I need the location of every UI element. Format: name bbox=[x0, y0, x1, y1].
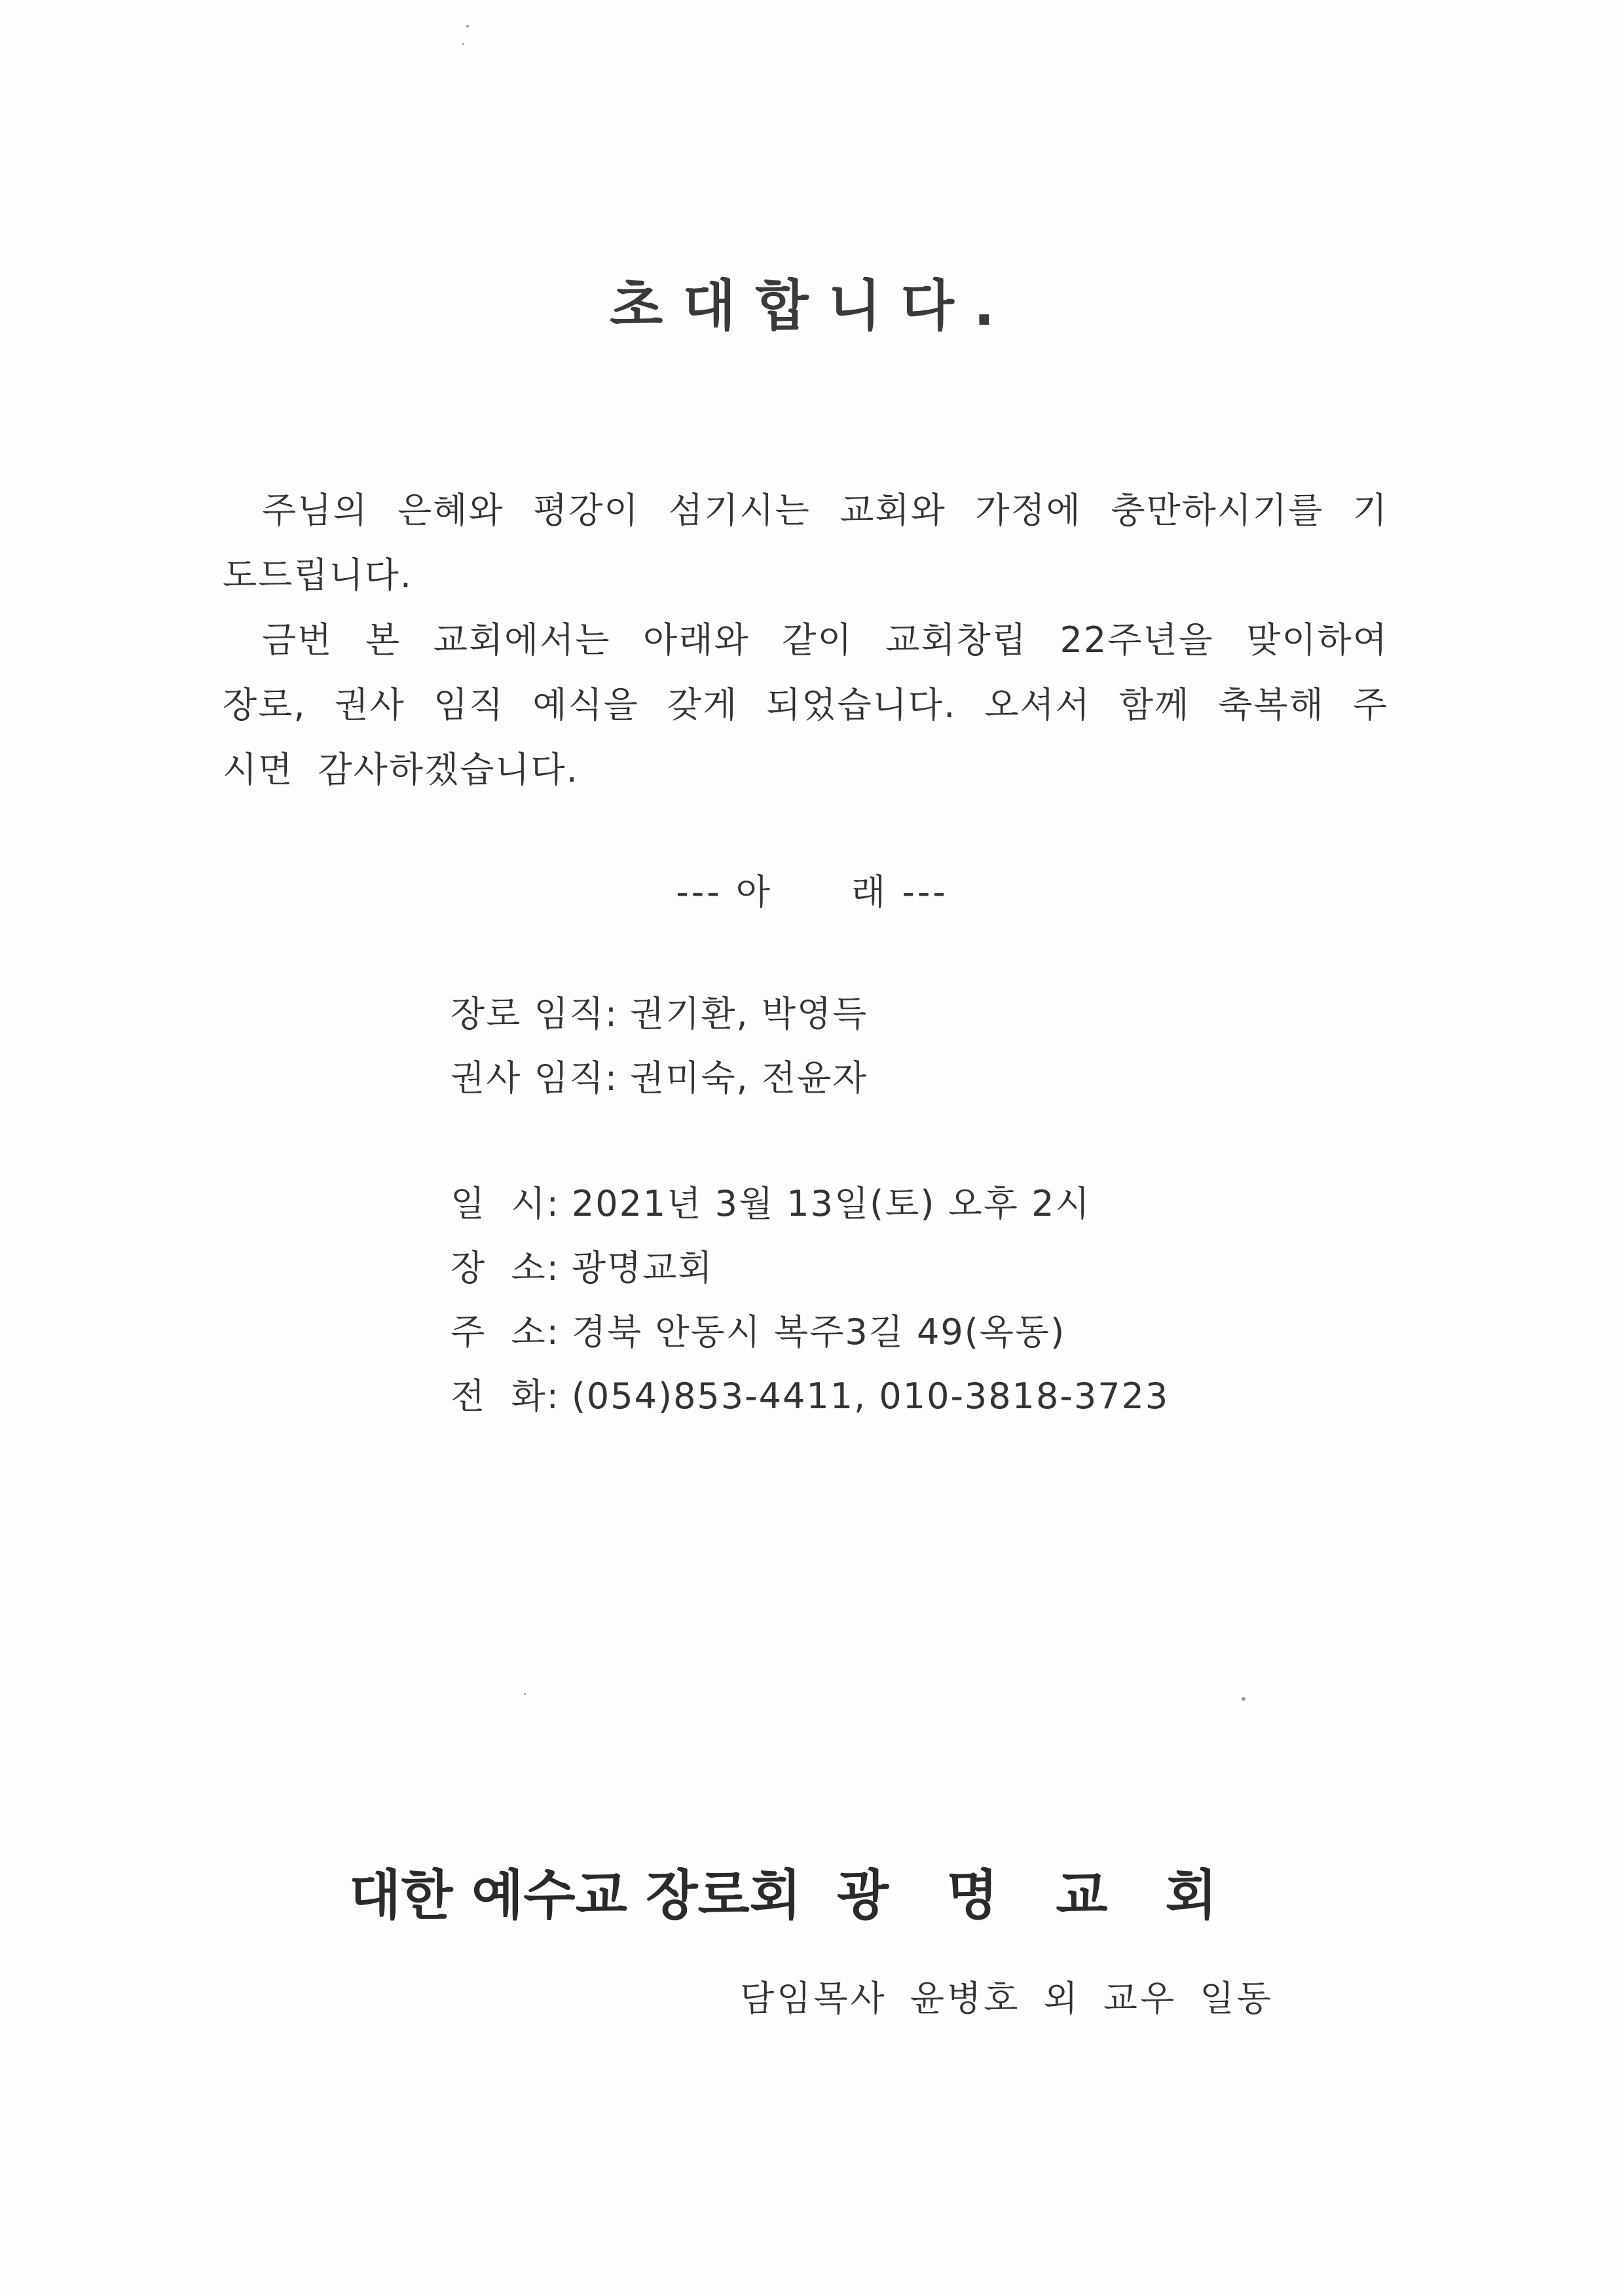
datetime-row bbox=[451, 1172, 1169, 1236]
announcement-paragraph: 금번 본 교회에서는 아래와 같이 교회창립 22주년을 맞이하여 장로, 권사 임직 예식을 갖게 되었습니다. 오셔서 함께 축복해 주시면 감사하겠습니다. bbox=[223, 619, 1388, 790]
greeting-paragraph: 주님의 은혜와 평강이 섬기시는 교회와 가정에 충만하시기를 기도드립니다. bbox=[223, 490, 1388, 596]
scan-speck bbox=[462, 43, 464, 45]
scan-speck bbox=[466, 25, 469, 27]
place-value: 광명교회 bbox=[571, 1247, 714, 1288]
phone-label: 전 화: bbox=[451, 1376, 560, 1417]
datetime-label: 일 시: bbox=[451, 1183, 560, 1224]
address-row bbox=[451, 1300, 1169, 1364]
phone-row bbox=[451, 1364, 1169, 1429]
place-label: 장 소: bbox=[451, 1247, 560, 1288]
officers-list bbox=[451, 982, 868, 1110]
elder-label: 장로 임직: bbox=[451, 993, 619, 1034]
elder-names: 권기환, 박영득 bbox=[630, 993, 868, 1034]
datetime-value: 2021년 3월 13일(토) 오후 2시 bbox=[571, 1183, 1091, 1224]
event-details bbox=[451, 1172, 1169, 1429]
address-label: 주 소: bbox=[451, 1311, 560, 1353]
phone-value: (054)853-4411, 010-3818-3723 bbox=[571, 1376, 1170, 1417]
scan-speck bbox=[524, 1693, 526, 1695]
place-row bbox=[451, 1236, 1169, 1300]
church-denomination: 대한 예수교 장로회 bbox=[349, 1865, 802, 1927]
deaconess-label: 권사 임직: bbox=[451, 1057, 619, 1099]
invitation-body bbox=[223, 478, 1388, 802]
scan-speck bbox=[1242, 1697, 1246, 1701]
elder-row bbox=[451, 982, 868, 1046]
notice-header-left: --- 아 bbox=[676, 871, 773, 913]
pastor-signoff: 담임목사 윤병호 외 교우 일동 bbox=[740, 1978, 1274, 2019]
deaconess-row bbox=[451, 1046, 868, 1110]
invitation-title: 초대합니다. bbox=[610, 274, 1014, 338]
church-name: 광명교회 bbox=[836, 1865, 1275, 1927]
notice-header bbox=[0, 864, 1624, 915]
deaconess-names: 권미숙, 전윤자 bbox=[630, 1057, 868, 1099]
address-value: 경북 안동시 복주3길 49(옥동) bbox=[571, 1311, 1066, 1353]
notice-header-right: 래 --- bbox=[851, 871, 948, 913]
church-signature bbox=[0, 1853, 1624, 1929]
